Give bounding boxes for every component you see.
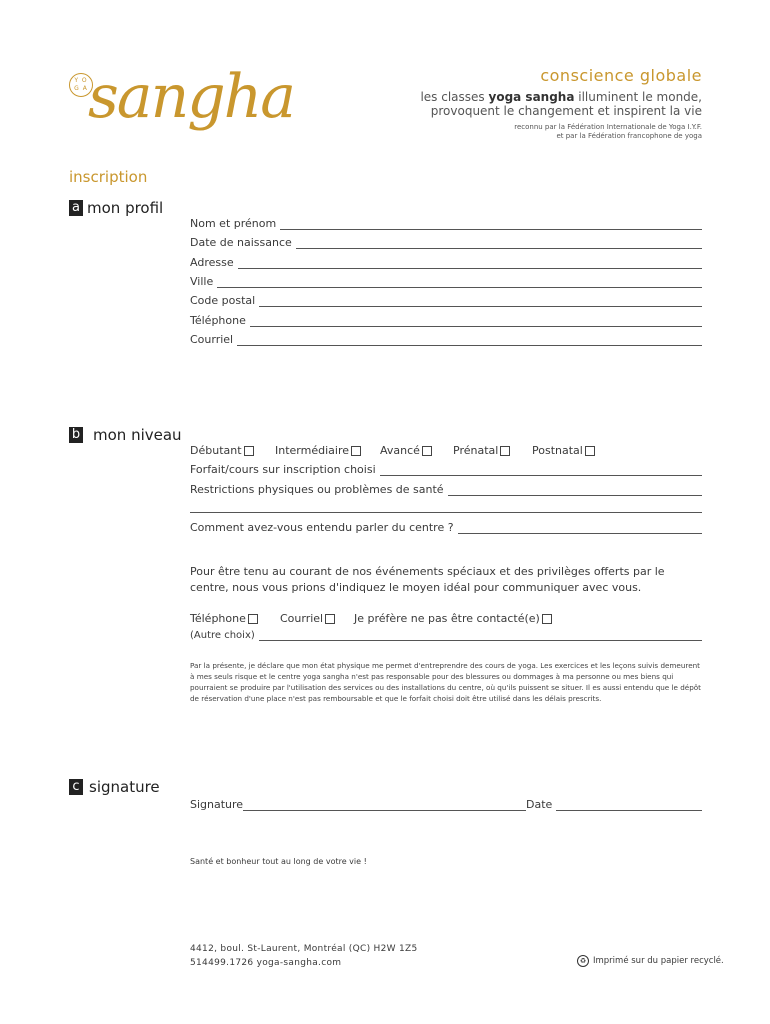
checkbox-box[interactable] bbox=[351, 446, 361, 456]
checkbox-box[interactable] bbox=[500, 446, 510, 456]
level-checkboxes bbox=[190, 444, 595, 457]
checkbox-box[interactable] bbox=[542, 614, 552, 624]
check-contact-none[interactable]: Je préfère ne pas être contacté(e) bbox=[354, 612, 552, 625]
contact-preference-text: Pour être tenu au courant de nos événements spéciaux et des privilèges offerts par le centre, nous vous prions d'indiquez le moyen idéal pour communiquer avec vous. bbox=[190, 565, 665, 594]
check-contact-telephone[interactable]: Téléphone bbox=[190, 612, 280, 625]
field-other-choice[interactable]: (Autre choix) bbox=[190, 630, 702, 641]
logo-badge-line2: G A bbox=[74, 85, 88, 92]
field-telephone[interactable]: Téléphone bbox=[190, 314, 702, 327]
footer-website[interactable]: yoga-sangha.com bbox=[256, 958, 342, 968]
field-code-postal[interactable]: Code postal bbox=[190, 294, 702, 307]
section-niveau-heading bbox=[69, 426, 182, 444]
check-contact-courriel[interactable]: Courriel bbox=[280, 612, 354, 625]
checkbox-box[interactable] bbox=[422, 446, 432, 456]
section-letter-a: a bbox=[69, 200, 83, 216]
section-profil-title: mon profil bbox=[87, 199, 164, 217]
checkbox-box[interactable] bbox=[325, 614, 335, 624]
field-restrictions-continued[interactable] bbox=[190, 502, 702, 513]
contact-checkboxes bbox=[190, 612, 552, 625]
tagline-line1: les classes yoga sangha illuminent le monde, bbox=[420, 90, 702, 104]
recognition-line2: et par la Fédération francophone de yoga bbox=[556, 132, 702, 140]
checkbox-box[interactable] bbox=[248, 614, 258, 624]
recycled-text: Imprimé sur du papier recyclé. bbox=[593, 956, 724, 966]
tagline-line2: provoquent le changement et inspirent la vie bbox=[430, 104, 702, 118]
section-letter-c: c bbox=[69, 779, 83, 795]
closing-wish: Santé et bonheur tout au long de votre vie ! bbox=[190, 857, 367, 866]
recognition-line1: reconnu par la Fédération Internationale de Yoga I.Y.F. bbox=[514, 123, 702, 131]
section-signature-heading bbox=[69, 778, 160, 796]
tagline-title: conscience globale bbox=[540, 66, 702, 85]
field-date[interactable]: Date bbox=[526, 798, 702, 811]
section-profil-heading bbox=[69, 199, 163, 217]
recycle-icon: ♻ bbox=[577, 955, 589, 967]
footer-contact bbox=[190, 956, 341, 970]
field-ville[interactable]: Ville bbox=[190, 275, 702, 288]
field-heard-about[interactable]: Comment avez-vous entendu parler du centre ? bbox=[190, 521, 702, 534]
checkbox-box[interactable] bbox=[585, 446, 595, 456]
check-avance[interactable]: Avancé bbox=[380, 444, 453, 457]
footer-phone: 514499.1726 bbox=[190, 958, 254, 968]
field-courriel[interactable]: Courriel bbox=[190, 333, 702, 346]
section-letter-b: b bbox=[69, 427, 83, 443]
check-prenatal[interactable]: Prénatal bbox=[453, 444, 532, 457]
logo-badge-line1: Y O bbox=[74, 77, 88, 84]
footer-address: 4412, boul. St-Laurent, Montréal (QC) H2W 1Z5 bbox=[190, 944, 418, 954]
section-signature-title: signature bbox=[89, 778, 160, 796]
check-intermediaire[interactable]: Intermédiaire bbox=[275, 444, 380, 457]
field-signature[interactable]: Signature bbox=[190, 798, 526, 811]
inscription-title: inscription bbox=[69, 168, 148, 186]
field-forfait[interactable]: Forfait/cours sur inscription choisi bbox=[190, 463, 702, 476]
section-niveau-title: mon niveau bbox=[93, 426, 182, 444]
field-nom[interactable]: Nom et prénom bbox=[190, 217, 702, 230]
check-postnatal[interactable]: Postnatal bbox=[532, 444, 595, 457]
check-debutant[interactable]: Débutant bbox=[190, 444, 275, 457]
field-date-naissance[interactable]: Date de naissance bbox=[190, 236, 702, 249]
recycled-notice bbox=[577, 955, 724, 967]
checkbox-box[interactable] bbox=[244, 446, 254, 456]
liability-disclaimer: Par la présente, je déclare que mon état physique me permet d'entreprendre des cours de yoga. Les exercices et les leçons suivis demeurent à mes seuls risque et le centre yoga sangha n'est pas responsable pour des blessures ou dommages à ma personne ou mes biens qui pourraient se produire par l'utilisation des services ou des installations du centre, où qu'ils puissent se situer. Il es aussi entendu que le dépôt de réservation d'une place n'est pas remboursable et que le forfait choisi doit être utilisé dans les délais prescrits. bbox=[190, 661, 701, 703]
field-adresse[interactable]: Adresse bbox=[190, 256, 702, 269]
field-restrictions[interactable]: Restrictions physiques ou problèmes de santé bbox=[190, 483, 702, 496]
logo-wordmark: sangha bbox=[88, 62, 295, 132]
